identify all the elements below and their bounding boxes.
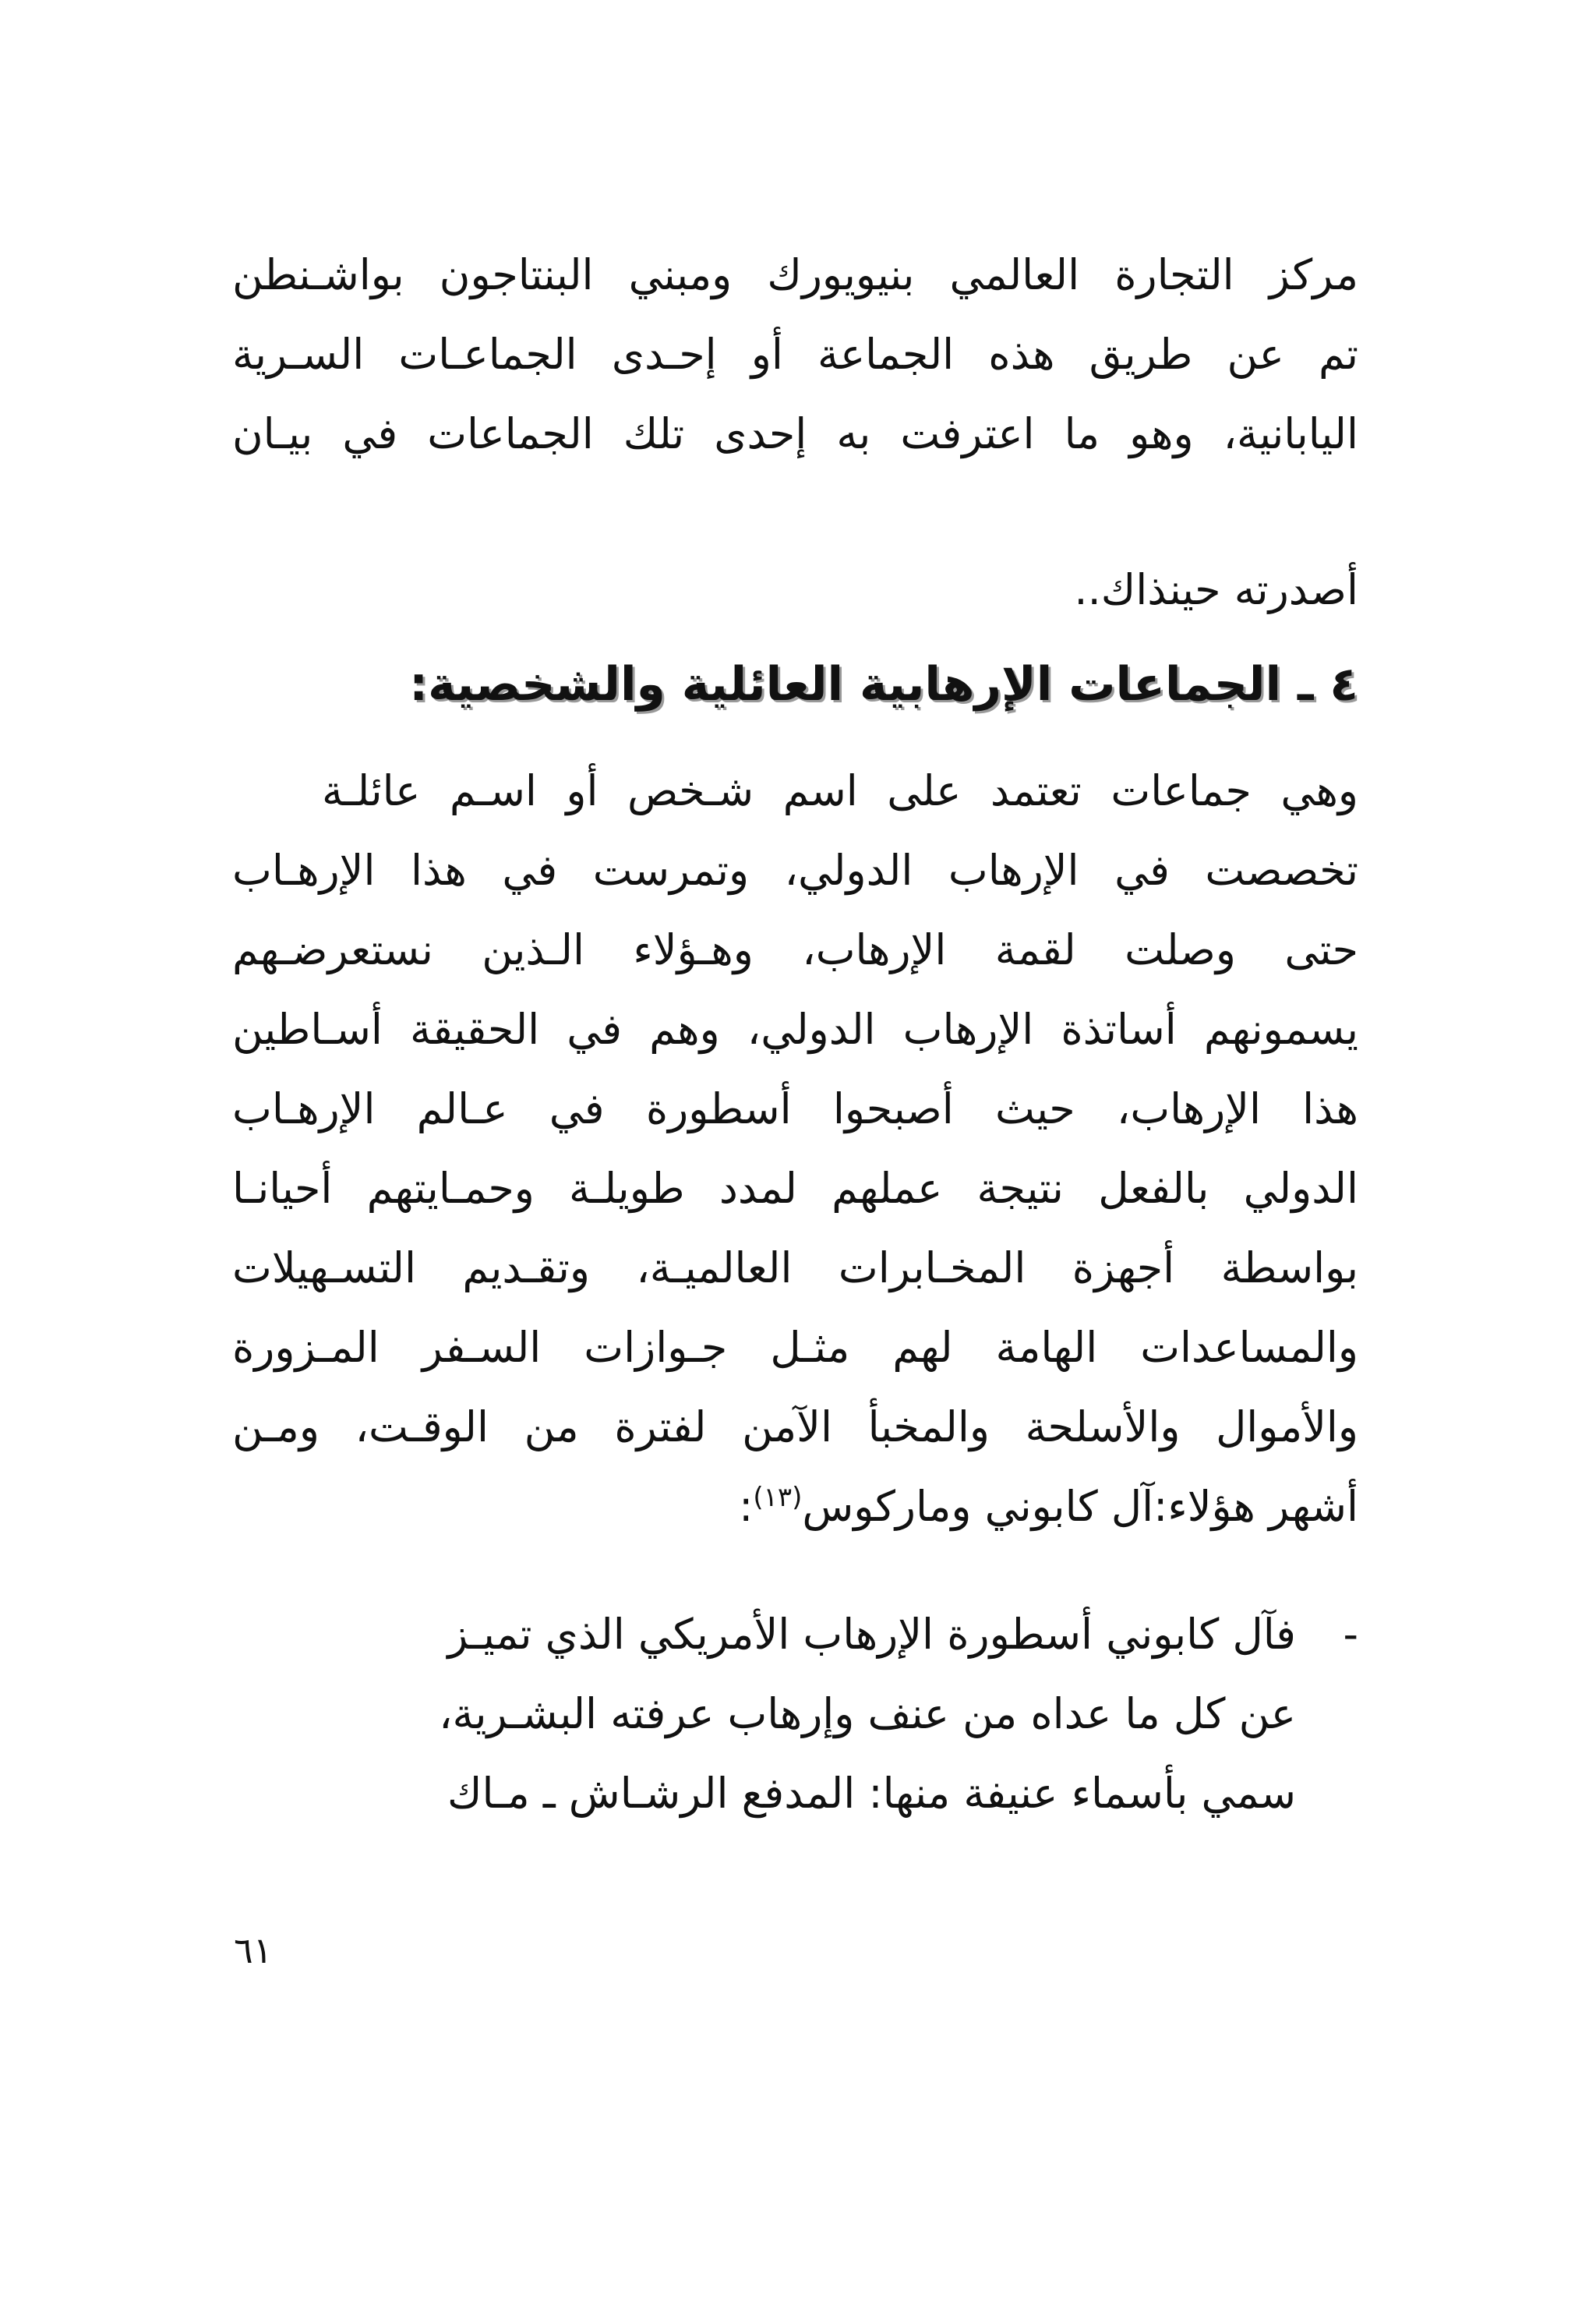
text-line: تخصصت في الإرهاب الدولي، وتمرست في هذا الإرهـاب xyxy=(232,846,1358,895)
text-line: بواسطة أجهزة المخـابرات العالميـة، وتقـديم التسـهيلات xyxy=(232,1243,1358,1292)
text-line: الدولي بالفعل نتيجة عملهم لمدد طويلـة وحمـايتهم أحيانـا xyxy=(232,1164,1358,1213)
text-line: والأموال والأسلحة والمخبأ الآمن لفترة من الوقـت، ومـن xyxy=(232,1402,1358,1451)
line-end-punctuation: : xyxy=(739,1482,754,1531)
line-text: أشهر هؤلاء:آل كابوني وماركوس xyxy=(802,1482,1358,1531)
page-number: ٦١ xyxy=(234,1929,273,1971)
text-line: مركز التجارة العالمي بنيويورك ومبني البنتاجون بواشـنطن xyxy=(232,250,1358,299)
text-line-with-footnote xyxy=(232,1480,1358,1534)
text-line: عن كل ما عداه من عنف وإرهاب عرفته البشـرية، xyxy=(439,1689,1296,1738)
text-line: والمساعدات الهامة لهم مثـل جـوازات السـفر المـزورة xyxy=(232,1323,1358,1372)
text-line: حتى وصلت لقمة الإرهاب، وهـؤلاء الـذين نستعرضـهم xyxy=(232,925,1358,974)
section-heading: ٤ ـ الجماعات الإرهابية العائلية والشخصية: xyxy=(409,657,1358,712)
text-line: تم عن طريق هذه الجماعة أو إحـدى الجماعـات السـرية xyxy=(232,330,1358,379)
text-line: فآل كابوني أسطورة الإرهاب الأمريكي الذي تميـز xyxy=(447,1610,1296,1659)
text-line: سمي بأسماء عنيفة منها: المدفع الرشـاش ـ مـاك xyxy=(447,1769,1296,1818)
text-line: يسمونهم أساتذة الإرهاب الدولي، وهم في الحقيقة أسـاطين xyxy=(232,1005,1358,1054)
text-line: وهي جماعات تعتمد على اسم شـخص أو اسـم عائلـة xyxy=(322,766,1358,815)
footnote-reference: (١٣) xyxy=(753,1482,803,1513)
bullet-marker: - xyxy=(1343,1610,1358,1659)
text-line: اليابانية، وهو ما اعترفت به إحدى تلك الجماعات في بيـان xyxy=(232,409,1358,458)
text-line: هذا الإرهاب، حيث أصبحوا أسطورة في عـالم الإرهـاب xyxy=(232,1084,1358,1133)
text-line: أصدرته حينذاك.. xyxy=(1074,565,1358,614)
